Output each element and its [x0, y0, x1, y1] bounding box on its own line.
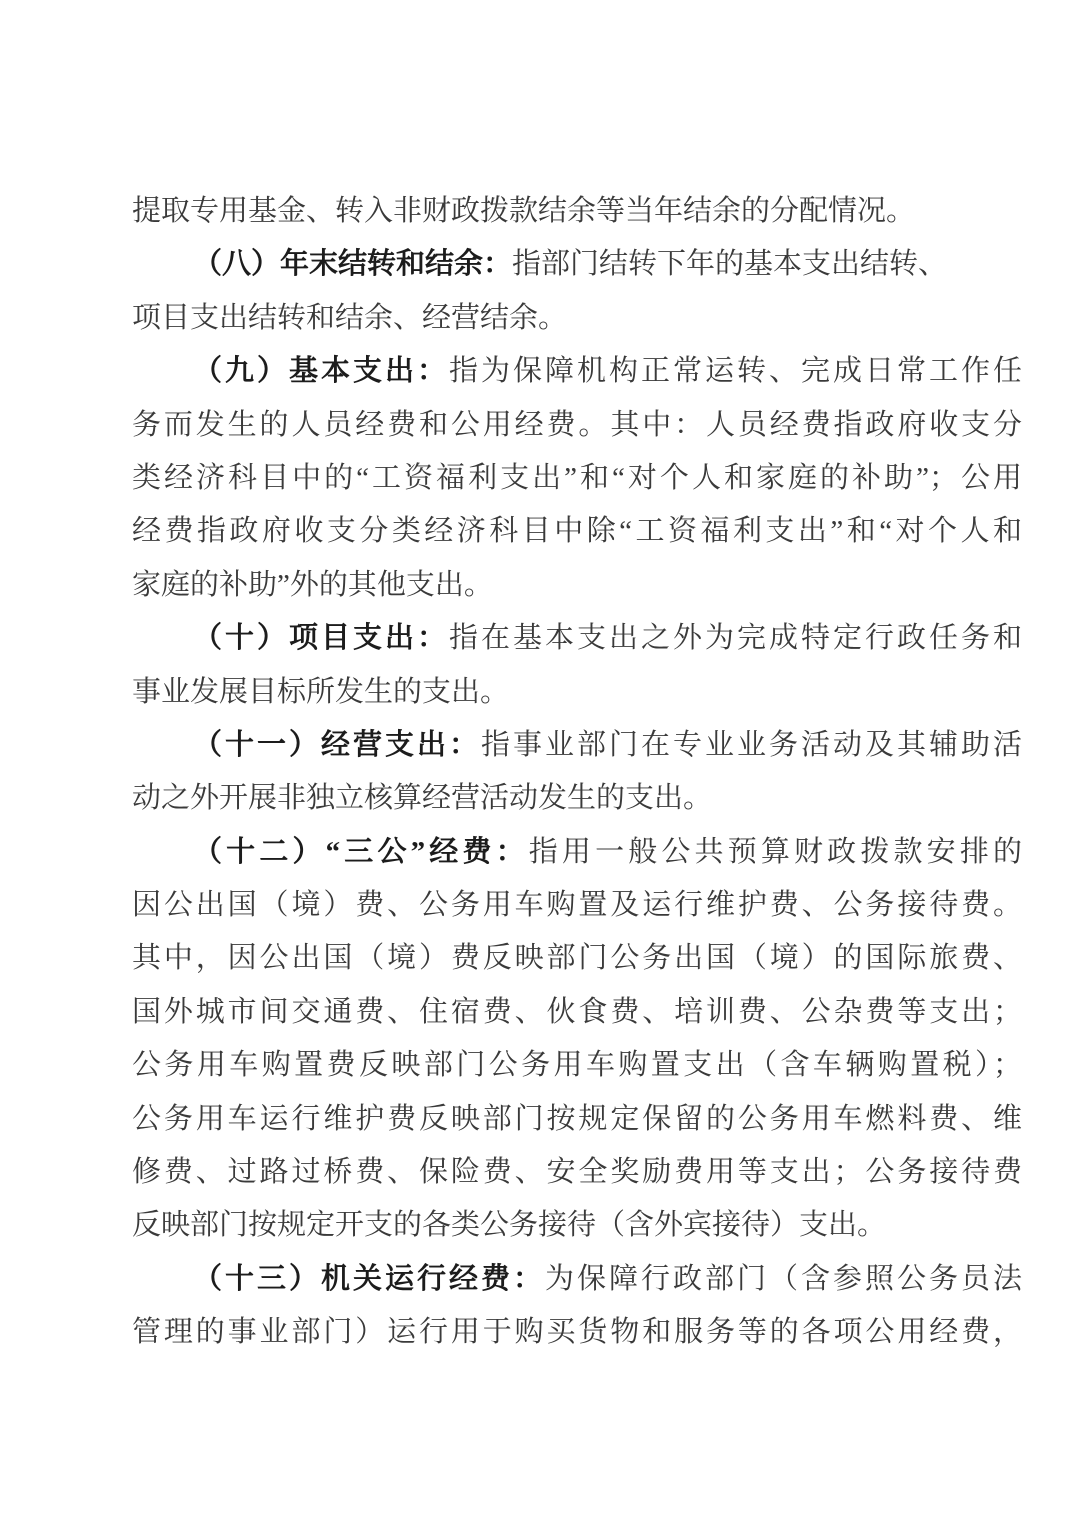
text-line — [132, 185, 1022, 238]
body-text: 管理的事业部门）运行用于购买货物和服务等的各项公用经费， — [132, 1316, 1022, 1349]
text-line — [132, 1199, 1022, 1252]
text-line — [132, 399, 1022, 452]
body-text: 反映部门按规定开支的各类公务接待（含外宾接待）支出。 — [132, 1209, 887, 1242]
body-text: 事业发展目标所发生的支出。 — [132, 675, 510, 708]
text-line — [132, 612, 1022, 665]
term-heading: （十一）经营支出： — [193, 728, 481, 761]
body-text: 为保障行政部门（含参照公务员法 — [545, 1262, 1022, 1295]
body-text: 动之外开展非独立核算经营活动发生的支出。 — [132, 782, 713, 815]
body-text: 因公出国（境）费、公务用车购置及运行维护费、公务接待费。 — [132, 889, 1022, 922]
body-text: 家庭的补助”外的其他支出。 — [132, 568, 493, 601]
body-text: 项目支出结转和结余、经营结余。 — [132, 301, 568, 334]
text-line — [132, 1093, 1022, 1146]
text-line — [132, 772, 1022, 825]
body-text: 公务用车购置费反映部门公务用车购置支出（含车辆购置税）； — [132, 1049, 1022, 1082]
body-text: 修费、过路过桥费、保险费、安全奖励费用等支出；公务接待费 — [132, 1156, 1022, 1189]
body-text: 务而发生的人员经费和公用经费。其中：人员经费指政府收支分 — [132, 408, 1022, 441]
text-block — [132, 185, 1022, 1360]
term-heading: （九）基本支出： — [193, 355, 449, 388]
term-heading: （八）年末结转和结余： — [193, 248, 513, 281]
text-line — [132, 345, 1022, 398]
text-line — [132, 505, 1022, 558]
body-text: 指在基本支出之外为完成特定行政任务和 — [449, 622, 1022, 655]
text-line — [132, 559, 1022, 612]
text-line — [132, 1146, 1022, 1199]
body-text: 公务用车运行维护费反映部门按规定保留的公务用车燃料费、维 — [132, 1102, 1022, 1135]
text-line — [132, 932, 1022, 985]
body-text: 指为保障机构正常运转、完成日常工作任 — [449, 355, 1022, 388]
body-text: 指用一般公共预算财政拨款安排的 — [528, 835, 1022, 868]
text-line — [132, 879, 1022, 932]
term-heading: （十二）“三公”经费： — [193, 835, 529, 868]
term-heading: （十三）机关运行经费： — [193, 1262, 545, 1295]
text-line — [132, 1306, 1022, 1359]
body-text: 类经济科目中的“工资福利支出”和“对个人和家庭的补助”；公用 — [132, 461, 1022, 494]
text-line — [132, 1039, 1022, 1092]
text-line — [132, 238, 1022, 291]
text-line — [132, 292, 1022, 345]
body-text: 指部门结转下年的基本支出结转、 — [512, 248, 948, 281]
text-line — [132, 719, 1022, 772]
body-text: 国外城市间交通费、住宿费、伙食费、培训费、公杂费等支出； — [132, 995, 1022, 1028]
body-text: 其中，因公出国（境）费反映部门公务出国（境）的国际旅费、 — [132, 942, 1022, 975]
text-line — [132, 986, 1022, 1039]
text-line — [132, 1253, 1022, 1306]
text-line — [132, 826, 1022, 879]
body-text: 经费指政府收支分类经济科目中除“工资福利支出”和“对个人和 — [132, 515, 1022, 548]
body-text: 提取专用基金、转入非财政拨款结余等当年结余的分配情况。 — [132, 195, 916, 227]
text-line — [132, 452, 1022, 505]
term-heading: （十）项目支出： — [193, 622, 449, 655]
text-line — [132, 666, 1022, 719]
body-text: 指事业部门在专业业务活动及其辅助活 — [481, 728, 1022, 761]
